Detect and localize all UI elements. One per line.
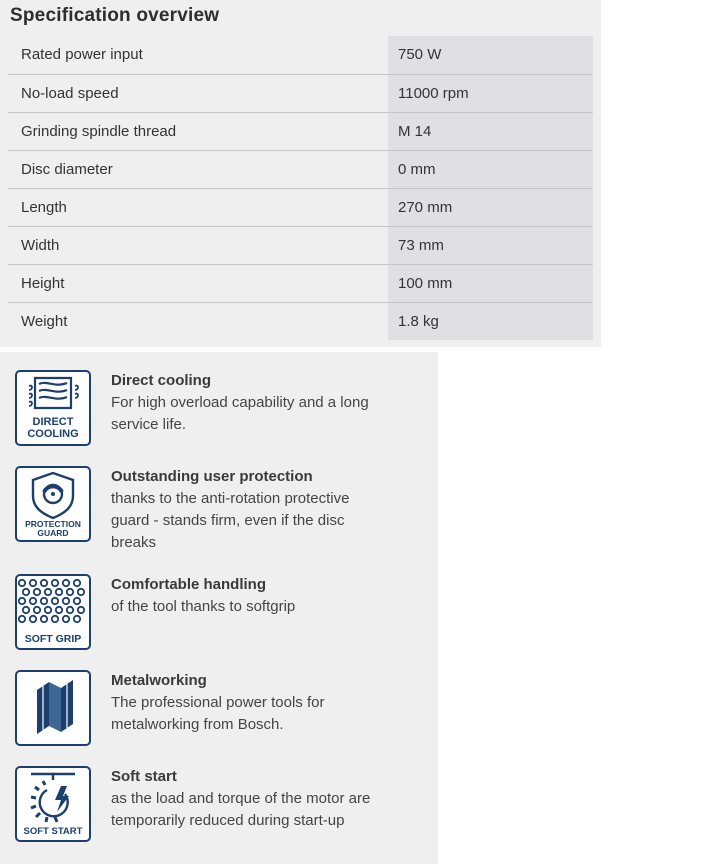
feature-description: of the tool thanks to softgrip	[111, 598, 296, 615]
feature-description: thanks to the anti-rotation protective guard - stands firm, even if the disc breaks	[111, 490, 350, 551]
spec-value: 100 mm	[388, 264, 593, 302]
features-panel	[0, 352, 438, 864]
metalworking-icon	[15, 670, 91, 746]
soft-start-icon	[15, 766, 91, 842]
icon-caption: COOLING	[27, 428, 79, 440]
grip-dot	[19, 598, 25, 604]
grip-dot	[19, 616, 25, 622]
spec-label: Weight	[8, 302, 388, 340]
icon-caption: DIRECT	[32, 416, 74, 428]
feature-title: Soft start	[111, 768, 177, 785]
icon-caption: PROTECTION	[25, 519, 81, 529]
feature-title: Comfortable handling	[111, 576, 266, 593]
spec-value: 270 mm	[388, 188, 593, 226]
spec-table	[8, 36, 593, 340]
table-row	[8, 150, 593, 188]
direct-cooling-icon	[15, 370, 91, 446]
grip-dot	[78, 607, 84, 613]
feature-title: Metalworking	[111, 672, 207, 689]
grip-dot	[52, 616, 58, 622]
spec-label: Rated power input	[8, 36, 388, 74]
table-row	[8, 302, 593, 340]
table-row	[8, 74, 593, 112]
feature-title: Direct cooling	[111, 372, 212, 389]
grip-dot	[67, 607, 73, 613]
table-row	[8, 226, 593, 264]
grip-dot	[52, 580, 58, 586]
spec-label: Length	[8, 188, 388, 226]
specification-panel	[0, 0, 601, 347]
grip-dot	[63, 580, 69, 586]
spec-value: 0 mm	[388, 150, 593, 188]
grip-dot	[63, 616, 69, 622]
spec-value: 73 mm	[388, 226, 593, 264]
grip-dot	[30, 598, 36, 604]
spec-label: Height	[8, 264, 388, 302]
grip-dot	[67, 589, 73, 595]
grip-dot	[30, 580, 36, 586]
grip-dot	[23, 607, 29, 613]
table-row	[8, 112, 593, 150]
grip-dot	[41, 598, 47, 604]
feature-description: For high overload capability and a long service life.	[111, 394, 369, 433]
spec-value: M 14	[388, 112, 593, 150]
grip-dot	[74, 580, 80, 586]
table-row	[8, 36, 593, 74]
grip-dot	[41, 580, 47, 586]
grip-dot	[56, 589, 62, 595]
spec-value: 750 W	[388, 36, 593, 74]
spec-label: Width	[8, 226, 388, 264]
table-row	[8, 264, 593, 302]
grip-dot	[34, 607, 40, 613]
spec-label: Grinding spindle thread	[8, 112, 388, 150]
spec-label: Disc diameter	[8, 150, 388, 188]
grip-dot	[34, 589, 40, 595]
spec-value: 1.8 kg	[388, 302, 593, 340]
grip-dot	[78, 589, 84, 595]
table-row	[8, 188, 593, 226]
icon-caption: GUARD	[37, 528, 69, 538]
feature-description: as the load and torque of the motor are temporarily reduced during start-up	[111, 790, 371, 829]
grip-dot	[23, 589, 29, 595]
soft-grip-icon	[15, 574, 91, 650]
grip-dot	[19, 580, 25, 586]
grip-dot	[45, 589, 51, 595]
spec-label: No-load speed	[8, 74, 388, 112]
grip-dot	[45, 607, 51, 613]
feature-description: The professional power tools for metalworking from Bosch.	[111, 694, 325, 733]
grip-dot	[30, 616, 36, 622]
grip-dot	[74, 616, 80, 622]
protection-guard-icon	[15, 466, 91, 542]
grip-dot	[52, 598, 58, 604]
icon-caption: SOFT START	[23, 826, 83, 837]
spec-title: Specification overview	[10, 5, 220, 26]
grip-dot	[74, 598, 80, 604]
icon-caption: SOFT GRIP	[24, 633, 82, 645]
grip-dot	[56, 607, 62, 613]
feature-title: Outstanding user protection	[111, 468, 313, 485]
spec-value: 11000 rpm	[388, 74, 593, 112]
grip-dot	[41, 616, 47, 622]
grip-dot	[63, 598, 69, 604]
